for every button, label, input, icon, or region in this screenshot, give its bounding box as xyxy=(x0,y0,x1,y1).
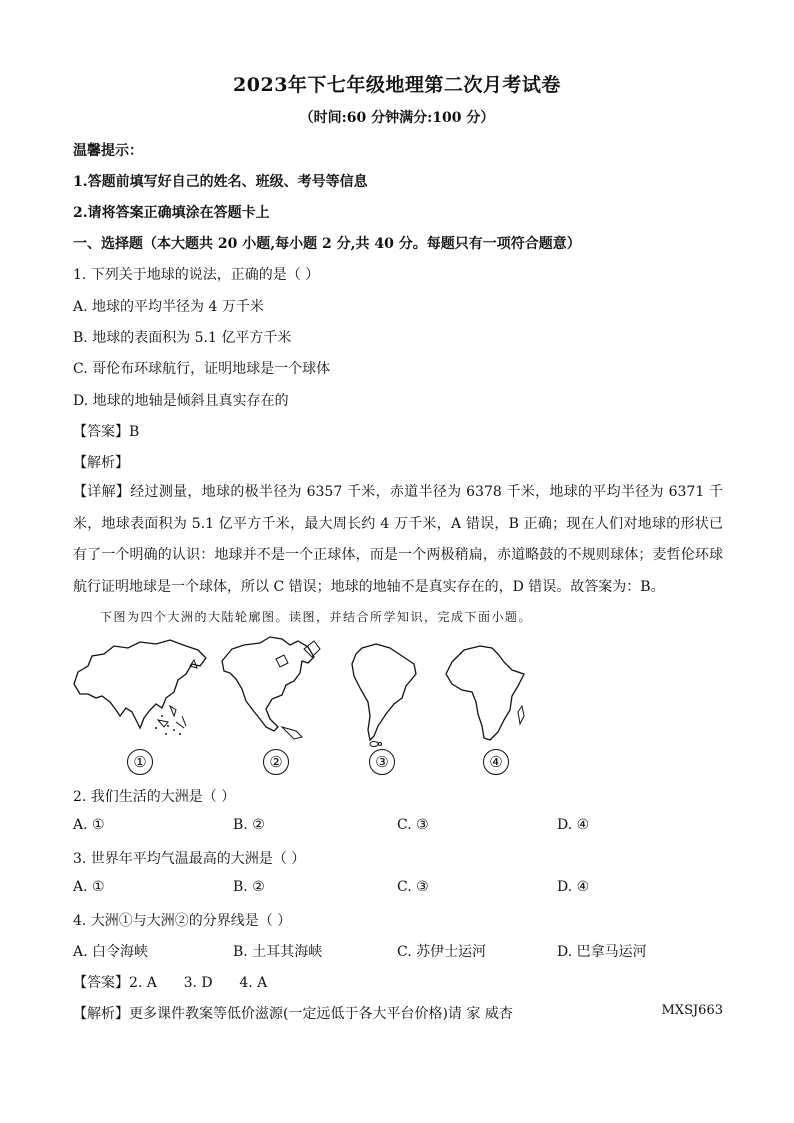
q3-option-c: C. ③ xyxy=(397,879,429,895)
asia-outline-icon xyxy=(70,636,210,746)
q2-stem: 2. 我们生活的大洲是（ ） xyxy=(73,789,236,805)
footer-note-code: MXSJ663 xyxy=(661,1003,723,1018)
figure-intro: 下图为四个大洲的大陆轮廓图。读图，并结合所学知识，完成下面小题。 xyxy=(100,610,533,624)
tip-item-1: 1.答题前填写好自己的姓名、班级、考号等信息 xyxy=(73,174,368,190)
q1-answer: 【答案】B xyxy=(73,424,140,440)
exam-title: 2023年下七年级地理第二次月考试卷 xyxy=(233,74,561,96)
exam-subtitle: （时间:60 分钟满分:100 分） xyxy=(299,110,495,126)
q4-option-d: D. 巴拿马运河 xyxy=(557,944,647,960)
q3-option-a: A. ① xyxy=(73,879,105,895)
q2-option-d: D. ④ xyxy=(557,817,590,833)
q4-option-b: B. 土耳其海峡 xyxy=(233,944,323,960)
q4-option-c: C. 苏伊士运河 xyxy=(397,944,487,960)
section-heading: 一、选择题（本大题共 20 小题,每小题 2 分,共 40 分。每题只有一项符合题意） xyxy=(73,236,581,252)
q1-option-c: C. 哥伦布环球航行，证明地球是一个球体 xyxy=(73,361,331,377)
africa-outline-icon xyxy=(442,640,534,748)
tips-heading: 温馨提示： xyxy=(73,143,143,159)
answers-2-4: 【答案】2. A 3. D 4. A xyxy=(73,975,268,991)
q1-option-b: B. 地球的表面积为 5.1 亿平方千米 xyxy=(73,330,292,346)
q4-stem: 4. 大洲①与大洲②的分界线是（ ） xyxy=(73,913,292,929)
q2-option-c: C. ③ xyxy=(397,817,429,833)
footer-note xyxy=(73,1003,723,1023)
map-label-4: ④ xyxy=(483,749,509,775)
north-america-outline-icon xyxy=(216,633,326,745)
q2-option-b: B. ② xyxy=(233,817,265,833)
q1-detail: 【详解】经过测量，地球的极半径为 6357 千米，赤道半径为 6378 千米，地球的平均半径为 6371 千米，地球表面积为 5.1 亿平方千米，最大周长约 4 万千米，A 错误，B 正确；现在人们对地球的形状已有了一个明确的认识：地球并不是一个正球体，而是一个两极稍扁，赤道略鼓的不规则球体；麦哲伦环球航行证明地球是一个球体，所以 C 错误；地球的地轴不是真实存在的，D 错误。故答案为：B。 xyxy=(73,484,723,595)
map-label-2: ② xyxy=(263,749,289,775)
footer-note-text: 【解析】更多课件教案等低价滋源(一定远低于各大平台价格)请 家 威杏 xyxy=(73,1006,513,1022)
q1-analysis-label: 【解析】 xyxy=(73,455,129,471)
map-label-3: ③ xyxy=(369,749,395,775)
q3-stem: 3. 世界年平均气温最高的大洲是（ ） xyxy=(73,851,306,867)
q1-option-d: D. 地球的地轴是倾斜且真实存在的 xyxy=(73,393,289,409)
tip-item-2: 2.请将答案正确填涂在答题卡上 xyxy=(73,205,270,221)
q3-option-b: B. ② xyxy=(233,879,265,895)
q3-option-d: D. ④ xyxy=(557,879,590,895)
q2-option-a: A. ① xyxy=(73,817,105,833)
map-label-1: ① xyxy=(127,749,153,775)
q1-option-a: A. 地球的平均半径为 4 万千米 xyxy=(73,299,264,315)
q4-option-a: A. 白令海峡 xyxy=(73,944,149,960)
q1-stem: 1. 下列关于地球的说法，正确的是（ ） xyxy=(73,267,320,283)
south-america-outline-icon xyxy=(348,640,420,750)
